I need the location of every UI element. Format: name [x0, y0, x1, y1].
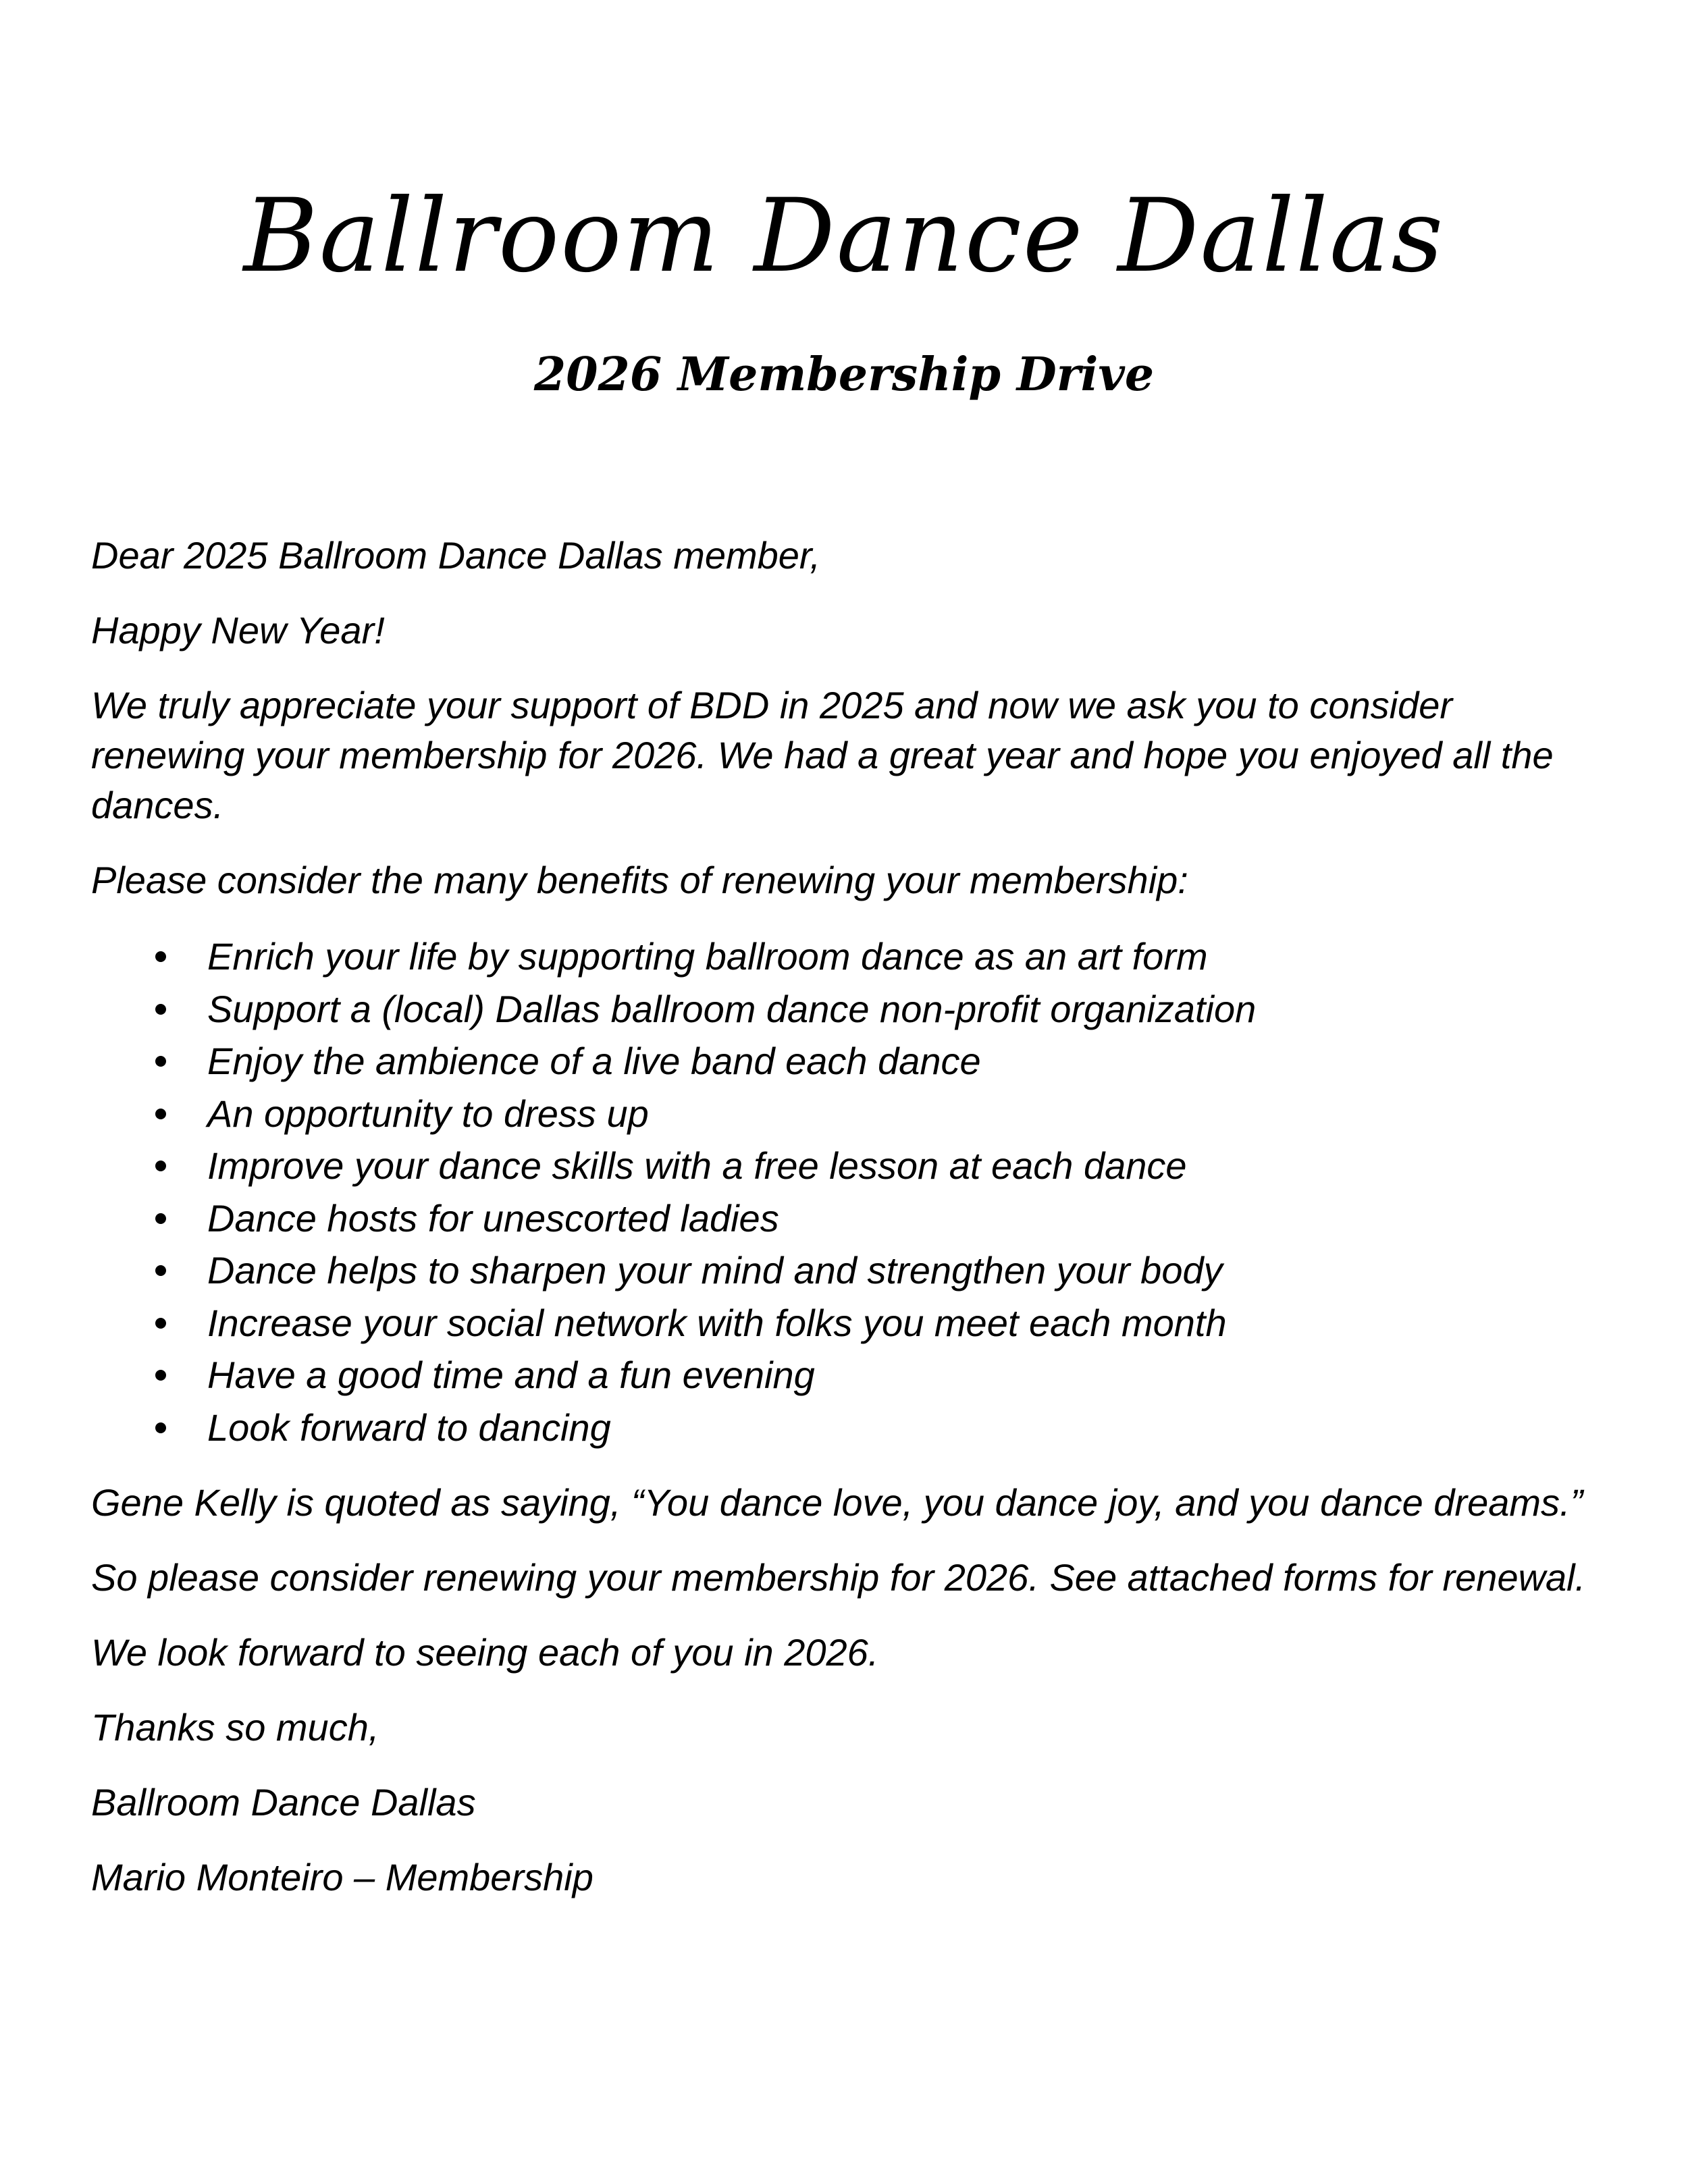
benefit-text: Support a (local) Dallas ballroom dance non-profit organization	[207, 987, 1257, 1030]
bullet-icon	[155, 1056, 166, 1067]
bullet-icon	[155, 1004, 166, 1015]
benefit-text: Have a good time and a fun evening	[207, 1354, 815, 1396]
benefit-item	[91, 1192, 1604, 1245]
greeting: Happy New Year!	[91, 609, 385, 651]
bullet-icon	[155, 1422, 166, 1433]
benefit-item	[91, 1088, 1604, 1140]
renewal-paragraph: So please consider renewing your membership for 2026. See attached forms for renewal.	[91, 1556, 1586, 1599]
benefit-text: Enjoy the ambience of a live band each dance	[207, 1040, 981, 1082]
benefit-text: Dance hosts for unescorted ladies	[207, 1196, 779, 1240]
signature-name: Mario Monteiro – Membership	[91, 1856, 594, 1898]
page-subtitle: 2026 Membership Drive	[533, 348, 1155, 402]
benefits-lead: Please consider the many benefits of renewing your membership:	[91, 859, 1188, 901]
signature-org: Ballroom Dance Dallas	[91, 1781, 476, 1823]
benefits-list	[91, 930, 1604, 1454]
benefit-text: Increase your social network with folks you meet each month	[207, 1301, 1227, 1344]
benefit-text: Look forward to dancing	[207, 1406, 611, 1449]
closing: Thanks so much,	[91, 1706, 379, 1749]
benefit-text: An opportunity to dress up	[207, 1092, 649, 1135]
benefit-item	[91, 1402, 1604, 1454]
benefit-text: Enrich your life by supporting ballroom dance as an art form	[207, 935, 1208, 978]
looking-forward: We look forward to seeing each of you in 2026.	[91, 1631, 879, 1674]
quote-paragraph: Gene Kelly is quoted as saying, “You dance love, you dance joy, and you dance dreams.”	[91, 1481, 1583, 1524]
benefit-item	[91, 1035, 1604, 1088]
bullet-icon	[155, 951, 166, 962]
benefit-item	[91, 1140, 1604, 1192]
benefit-text: Dance helps to sharpen your mind and strengthen your body	[207, 1249, 1223, 1291]
benefit-item	[91, 1297, 1604, 1350]
bullet-icon	[155, 1161, 166, 1171]
bullet-icon	[155, 1213, 166, 1224]
intro-paragraph: We truly appreciate your support of BDD in 2025 and now we ask you to consider renewing your membership for 2026. We had a great year and hope you enjoyed all the dances.	[91, 684, 1554, 826]
benefit-item	[91, 1349, 1604, 1402]
bullet-icon	[155, 1265, 166, 1276]
letter-body	[91, 531, 1604, 1927]
salutation: Dear 2025 Ballroom Dance Dallas member,	[91, 534, 821, 577]
bullet-icon	[155, 1370, 166, 1381]
page-title: Ballroom Dance Dallas	[243, 178, 1445, 295]
benefit-item	[91, 1244, 1604, 1297]
bullet-icon	[155, 1109, 166, 1119]
benefit-text: Improve your dance skills with a free lesson at each dance	[207, 1144, 1187, 1187]
benefit-item	[91, 930, 1604, 983]
benefit-item	[91, 983, 1604, 1036]
bullet-icon	[155, 1318, 166, 1329]
